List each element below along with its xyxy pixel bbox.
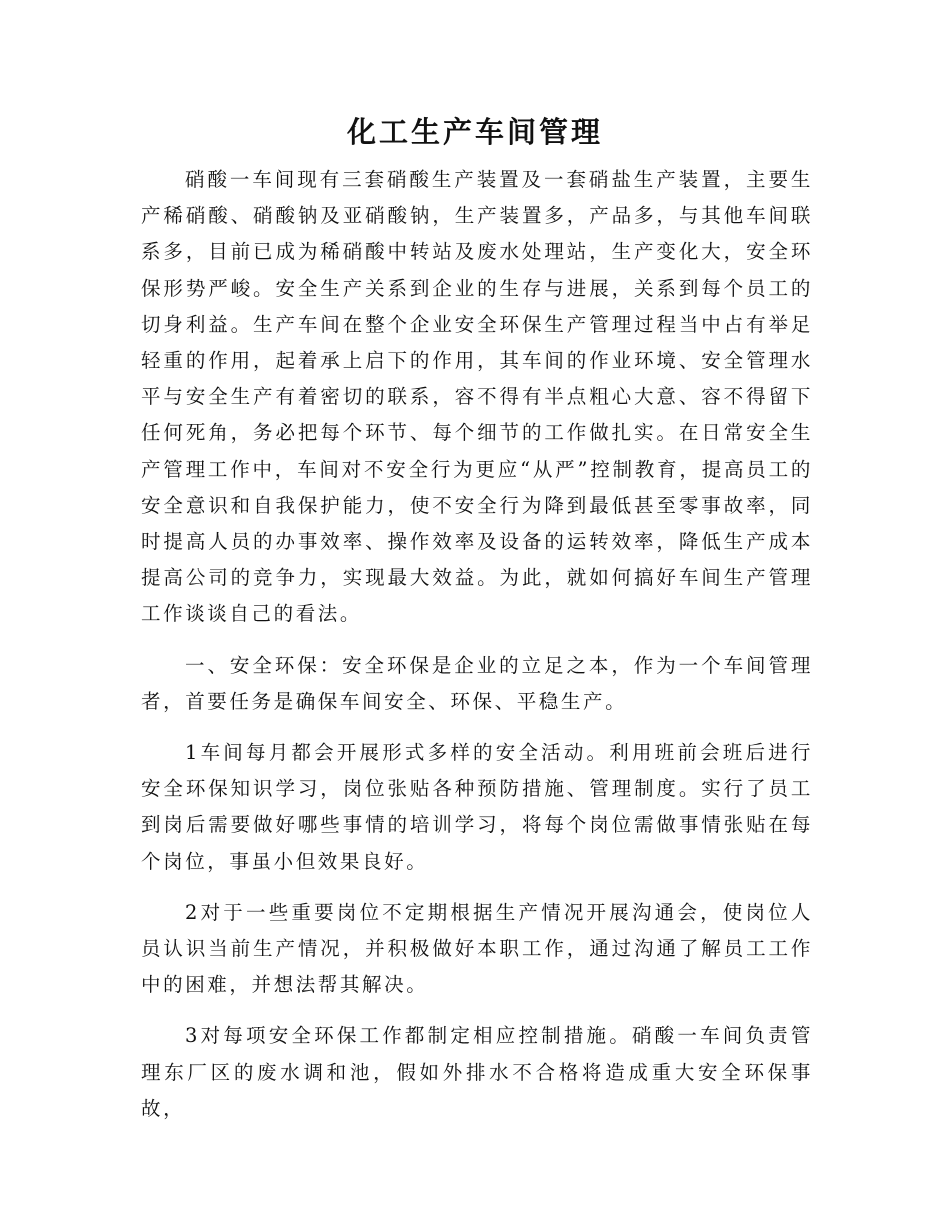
document-body bbox=[141, 162, 813, 1142]
paragraph-item-1: 1车间每月都会开展形式多样的安全活动。利用班前会班后进行安全环保知识学习，岗位张贴各种预防措施、管理制度。实行了员工到岗后需要做好哪些事情的培训学习，将每个岗位需做事情张贴在每个岗位，事虽小但效果良好。 bbox=[141, 741, 813, 873]
paragraph-section-one-heading: 一、安全环保：安全环保是企业的立足之本，作为一个车间管理者，首要任务是确保车间安全、环保、平稳生产。 bbox=[141, 653, 813, 713]
paragraph-item-3: 3对每项安全环保工作都制定相应控制措施。硝酸一车间负责管理东厂区的废水调和池，假如外排水不合格将造成重大安全环保事故， bbox=[141, 1024, 813, 1120]
page-title: 化工生产车间管理 bbox=[346, 115, 603, 149]
paragraph-item-2: 2对于一些重要岗位不定期根据生产情况开展沟通会，使岗位人员认识当前生产情况，并积极做好本职工作，通过沟通了解员工工作中的困难，并想法帮其解决。 bbox=[141, 900, 813, 997]
paragraph-intro: 硝酸一车间现有三套硝酸生产装置及一套硝盐生产装置，主要生产稀硝酸、硝酸钠及亚硝酸钠，生产装置多，产品多，与其他车间联系多，目前已成为稀硝酸中转站及废水处理站，生产变化大，安全环保形势严峻。安全生产关系到企业的生存与进展，关系到每个员工的切身利益。生产车间在整个企业安全环保生产管理过程当中占有举足轻重的作用，起着承上启下的作用，其车间的作业环境、安全管理水平与安全生产有着密切的联系，容不得有半点粗心大意、容不得留下任何死角，务必把每个环节、每个细节的工作做扎实。在日常安全生产管理工作中，车间对不安全行为更应“从严”控制教育，提高员工的安全意识和自我保护能力，使不安全行为降到最低甚至零事故率，同时提高人员的办事效率、操作效率及设备的运转效率，降低生产成本提高公司的竞争力，实现最大效益。为此，就如何搞好车间生产管理工作谈谈自己的看法。 bbox=[141, 168, 813, 626]
